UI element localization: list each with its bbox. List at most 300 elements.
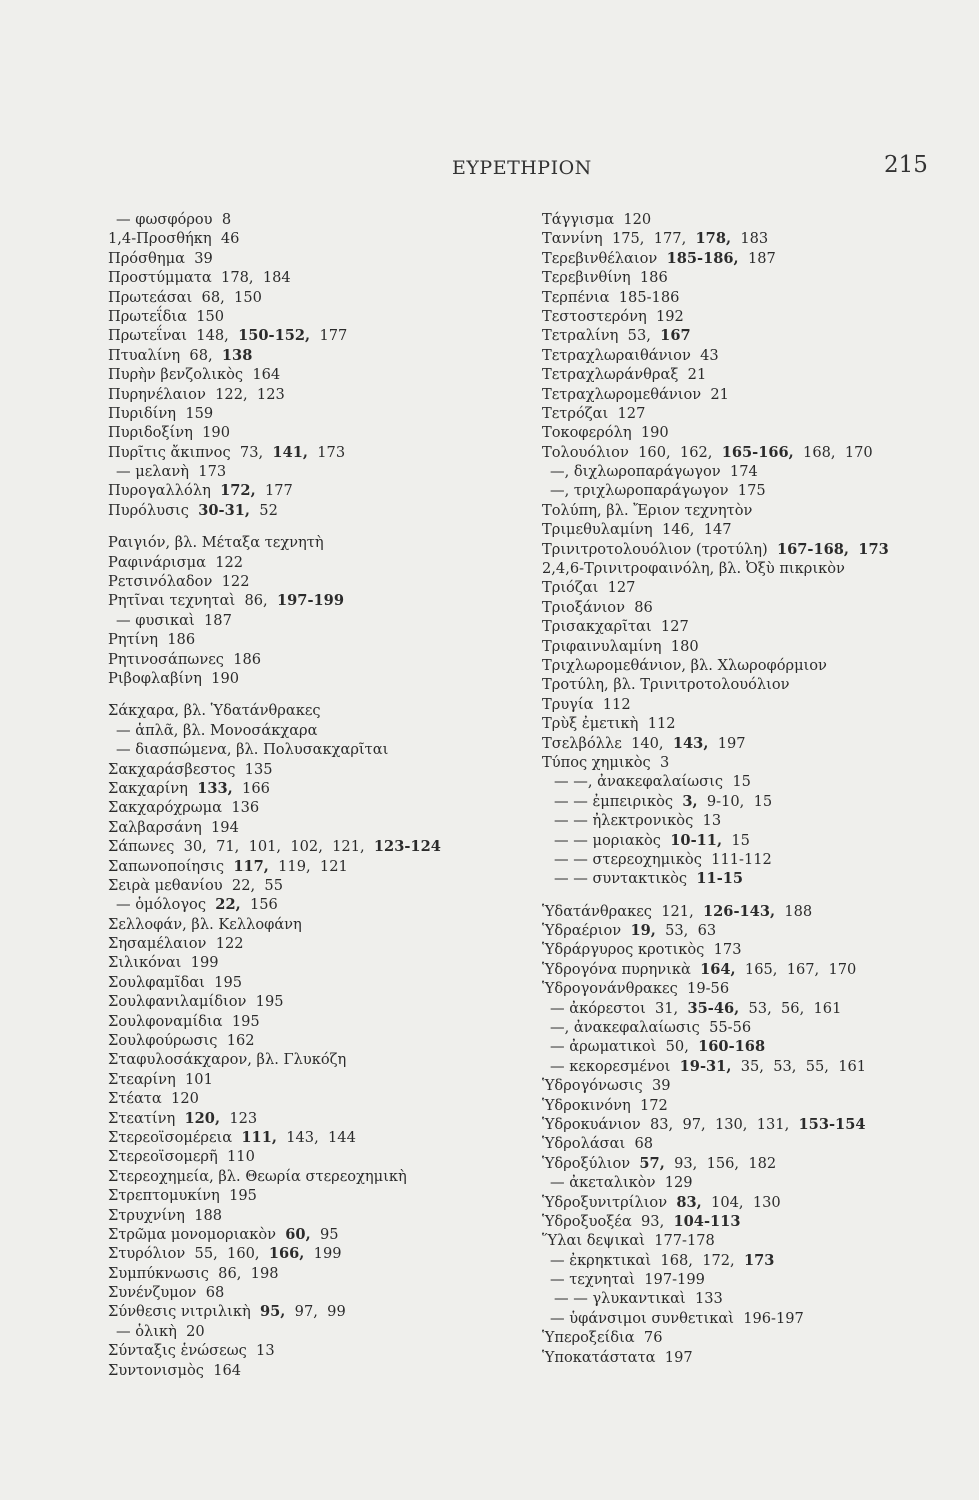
index-entry (542, 481, 942, 500)
page-ref-main: 150-152, (238, 327, 311, 345)
page-ref: 144 (328, 1128, 356, 1146)
page-ref: 160, (227, 1245, 260, 1263)
page-ref: 168, (803, 443, 836, 461)
page-ref: 175, (611, 230, 645, 248)
index-term: Σουλφοναμίδια (108, 1012, 223, 1030)
index-term: — διασπώμενα, βλ. Πολυσακχαρῖται (116, 741, 389, 759)
page-ref: 102, (290, 838, 323, 856)
page-ref: 195 (229, 1187, 257, 1205)
index-term: Τάγγισμα (542, 211, 615, 228)
index-term: — μελανὴ (116, 463, 189, 481)
index-entry (542, 307, 942, 326)
index-entry (108, 992, 508, 1011)
index-entry (108, 1322, 508, 1341)
page-ref: 199 (313, 1245, 342, 1263)
page-ref: 133 (694, 1290, 723, 1308)
page-ref: 93, (674, 1154, 698, 1172)
page-ref: 71, (216, 838, 240, 856)
index-entry (542, 792, 942, 811)
index-term: Ὑδροξύλιον (542, 1154, 631, 1172)
index-term: — — ἐμπειρικὸς (554, 792, 674, 810)
page-ref: 195 (255, 993, 284, 1011)
index-term: Σελλοφάν, βλ. Κελλοφάνη (108, 915, 302, 933)
page-ref: 39 (651, 1077, 671, 1095)
page-ref: 173 (713, 941, 742, 959)
index-term: Στερεοϊσομέρεια (108, 1128, 233, 1146)
page-ref: 63 (697, 922, 717, 940)
index-entry (542, 540, 942, 559)
index-term: Τροτύλη, βλ. Τρινιτροτολουόλιον (542, 676, 790, 694)
page-ref: 188 (194, 1206, 223, 1224)
running-header: ΕΥΡΕΤΗΡΙΟΝ (452, 157, 592, 179)
page-ref: 53, (748, 999, 772, 1017)
index-entry (108, 229, 508, 248)
index-entry (108, 1302, 508, 1321)
page-ref: 131, (756, 1115, 790, 1133)
index-entry (542, 902, 942, 921)
page-ref: 76 (643, 1329, 663, 1347)
index-term: Πυρὴν βενζολικὸς (108, 366, 244, 384)
index-entry (542, 617, 942, 636)
index-term: Σακχαρόχρωμα (108, 799, 223, 817)
index-entry (542, 1212, 942, 1231)
page-number: 215 (884, 152, 928, 178)
page-ref: 199 (190, 954, 219, 972)
page-ref: 55, (194, 1245, 218, 1263)
page-ref: 15 (753, 792, 773, 810)
index-entry (542, 695, 942, 714)
page-ref: 197 (717, 734, 746, 752)
page-ref: 73, (239, 443, 264, 461)
index-entry (108, 1206, 508, 1225)
page-ref: 122, (215, 385, 248, 403)
group-gap (542, 889, 942, 902)
index-entry (108, 533, 508, 552)
index-entry (542, 1018, 942, 1037)
index-term: Πρωτεάσαι (108, 288, 193, 306)
index-entry (542, 1096, 942, 1115)
index-term: Πρωτεΐδια (108, 307, 187, 325)
page-ref: 177 (264, 482, 293, 500)
index-term: Ρητῖναι τεχνηταὶ (108, 592, 236, 610)
index-term: — φυσικαὶ (116, 611, 195, 629)
page-ref: 187 (747, 249, 776, 267)
index-term: Σαπωνοποίησις (108, 857, 225, 875)
index-entry (542, 1309, 942, 1328)
page-ref: 20 (186, 1322, 205, 1340)
page-ref: 55, (805, 1057, 829, 1075)
page-ref: 184 (262, 269, 291, 287)
index-term: Τετραχλωράνθραξ (542, 366, 679, 384)
index-entry (542, 443, 942, 462)
page-ref-main: 22, (215, 896, 241, 914)
index-entry (542, 772, 942, 791)
index-entry (542, 1193, 942, 1212)
index-entry (108, 650, 508, 669)
index-entry (542, 268, 942, 287)
page-ref: 190 (211, 669, 240, 687)
index-term: Συμπύκνωσις (108, 1264, 209, 1282)
index-entry (108, 973, 508, 992)
page-ref: 46 (220, 230, 240, 248)
page-ref: 167, (786, 960, 820, 978)
page-ref-main: 3, (682, 792, 698, 810)
page-ref: 53, (773, 1057, 797, 1075)
index-term: Τερπένια (542, 288, 610, 306)
page-ref: 175 (737, 482, 766, 500)
page-ref: 121, (661, 902, 694, 920)
page-ref: 192 (655, 307, 684, 325)
index-term: — ἀρωματικοὶ (550, 1038, 657, 1056)
page-ref: 180 (670, 637, 699, 655)
page-ref: 52 (259, 501, 278, 519)
index-term: Σειρὰ μεθανίου (108, 876, 223, 894)
page-ref: 112 (602, 695, 631, 713)
index-term: Ὑδρογόνωσις (542, 1077, 643, 1095)
group-gap (108, 688, 508, 701)
page-ref-main: 167-168, (776, 540, 850, 558)
index-term: —, ἀνακεφαλαίωσις (550, 1019, 700, 1037)
index-entry (108, 1186, 508, 1205)
page-ref-main: 133, (197, 779, 233, 797)
index-entry (108, 779, 508, 798)
page-ref: 196-197 (743, 1309, 804, 1327)
index-term: — ὑφάνσιμοι συνθετικαὶ (550, 1309, 734, 1327)
page-ref-main: 153-154 (798, 1115, 866, 1133)
page-ref: 35, (740, 1057, 764, 1075)
page-ref: 174 (729, 463, 758, 481)
index-entry (108, 249, 508, 268)
index-term: Ρητίνη (108, 631, 158, 649)
index-term: Πυρηνέλαιον (108, 385, 206, 403)
page-ref: 172 (639, 1096, 668, 1114)
page-ref: 198 (250, 1264, 279, 1282)
page-ref: 15 (732, 773, 751, 791)
page-ref: 3 (659, 753, 670, 771)
page-ref-main: 165-166, (721, 443, 794, 461)
page-ref: 148, (196, 327, 229, 345)
index-term: Τριόζαι (542, 579, 599, 597)
index-term: Πυρῖτις ἄκιπνος (108, 443, 231, 461)
page-ref: 170 (844, 443, 873, 461)
index-term: — ἀκεταλικὸν (550, 1174, 656, 1192)
page-ref-main: 167 (660, 327, 691, 345)
page-ref: 162 (226, 1032, 255, 1050)
page-ref: 195 (214, 973, 243, 991)
page-ref: 99 (327, 1303, 346, 1321)
page-ref: 30, (183, 838, 207, 856)
index-term: Τετρόζαι (542, 404, 609, 422)
index-term: Τετραχλωραιθάνιον (542, 346, 691, 364)
index-entry (108, 895, 508, 914)
index-entry (108, 346, 508, 365)
page-ref: 146, (661, 521, 695, 539)
page-ref: 83, (649, 1115, 674, 1133)
page-ref-main: 123-124 (373, 838, 441, 856)
index-entry (542, 520, 942, 539)
index-term: Τσελβόλλε (542, 734, 622, 752)
index-entry (108, 501, 508, 520)
index-term: Πρωτεΐναι (108, 327, 188, 345)
index-term: —, τριχλωροπαράγωγον (550, 482, 729, 500)
page-ref: 68 (634, 1135, 654, 1153)
index-term: Ὑδροκινόνη (542, 1096, 631, 1114)
index-entry (108, 268, 508, 287)
group-gap (108, 520, 508, 533)
index-entry (542, 734, 942, 753)
index-term: Ὑποκατάστατα (542, 1348, 656, 1366)
index-entry (542, 979, 942, 998)
page-ref: 177, (653, 230, 687, 248)
page-ref: 136 (231, 799, 260, 817)
index-entry (542, 1057, 942, 1076)
index-term: Πυρογαλλόλη (108, 482, 211, 500)
page-ref: 156, (706, 1154, 740, 1172)
index-term: Στρεπτομυκίνη (108, 1187, 220, 1205)
index-entry (108, 1031, 508, 1050)
index-entry (542, 850, 942, 869)
page-ref: 86, (218, 1264, 242, 1282)
page-ref: 86, (244, 592, 268, 610)
page-ref: 123 (256, 385, 285, 403)
page-ref: 13 (256, 1342, 275, 1360)
page-ref: 31, (654, 999, 679, 1017)
page-ref: 127 (617, 404, 646, 422)
index-entry (542, 462, 942, 481)
index-entry (542, 921, 942, 940)
page-ref: 130, (714, 1115, 748, 1133)
index-term: Ὑδρογονάνθρακες (542, 980, 678, 998)
index-term: Τύπος χημικὸς (542, 753, 651, 771)
page-ref: 101 (185, 1070, 213, 1088)
index-entry (542, 1134, 942, 1153)
page-ref: 187 (204, 611, 232, 629)
page-ref: 19-56 (687, 980, 730, 998)
index-term: — ἁπλᾶ, βλ. Μονοσάκχαρα (116, 721, 318, 739)
index-entry (542, 385, 942, 404)
index-term: Τριμεθυλαμίνη (542, 521, 653, 539)
page-ref-main: 10-11, (670, 831, 723, 849)
index-entry (542, 869, 942, 888)
index-entry (542, 501, 942, 520)
index-term: Τεστοστερόνη (542, 307, 647, 325)
index-entry (542, 675, 942, 694)
index-term: Ταννίνη (542, 230, 603, 248)
index-entry (108, 481, 508, 500)
index-term: Σάπωνες (108, 838, 175, 856)
index-entry (108, 1341, 508, 1360)
index-term: Τολύπη, βλ. Ἔριον τεχνητὸν (542, 501, 753, 519)
page-ref: 112 (647, 715, 676, 733)
index-entry (108, 1070, 508, 1089)
index-term: Τρινιτροτολουόλιον (τροτύλη) (542, 540, 768, 558)
index-entry (108, 611, 508, 630)
page-ref-main: 173 (858, 540, 889, 558)
page-ref: 190 (640, 424, 669, 442)
page-ref: 21 (710, 385, 729, 403)
index-term: — —, ἀνακεφαλαίωσις (554, 773, 724, 791)
index-entry (108, 934, 508, 953)
index-term: Ὑδρογόνα πυρηνικὰ (542, 960, 691, 978)
index-entry (542, 1348, 942, 1367)
page-ref: 120 (171, 1090, 199, 1108)
index-term: — τεχνηταὶ (550, 1271, 635, 1289)
page-ref: 197 (664, 1348, 693, 1366)
page-ref-main: 164, (700, 960, 736, 978)
index-entry (108, 1050, 508, 1069)
page-ref: 122 (215, 553, 244, 571)
index-entry (108, 953, 508, 972)
page-ref: 101, (248, 838, 282, 856)
page-ref: 173 (198, 463, 227, 481)
page-ref: 122 (221, 573, 250, 591)
page-ref-main: 35-46, (687, 999, 740, 1017)
index-term: Στερεοχημεία, βλ. Θεωρία στερεοχημικὴ (108, 1167, 407, 1185)
index-term: 1,4-Προσθήκη (108, 230, 212, 248)
page-ref-main: 160-168 (698, 1038, 766, 1056)
index-term: Ὑδροκυάνιον (542, 1115, 641, 1133)
page-ref: 121 (319, 857, 348, 875)
page-ref-main: 197-199 (276, 592, 344, 610)
index-term: Στυρόλιον (108, 1245, 186, 1263)
page-ref: 161 (813, 999, 842, 1017)
index-entry (108, 915, 508, 934)
index-entry (108, 1167, 508, 1186)
index-entry (542, 1251, 942, 1270)
index-entry (108, 591, 508, 610)
index-term: Ὑδρολάσαι (542, 1135, 626, 1153)
index-entry (542, 637, 942, 656)
index-entry (542, 1270, 942, 1289)
index-entry (542, 598, 942, 617)
index-term: Σαλβαρσάνη (108, 818, 202, 836)
index-entry (108, 1361, 508, 1380)
index-entry (108, 404, 508, 423)
index-entry (108, 1264, 508, 1283)
index-term: Τριφαινυλαμίνη (542, 637, 662, 655)
index-term: Ὑδατάνθρακες (542, 902, 652, 920)
index-entry (542, 365, 942, 384)
index-entry (542, 960, 942, 979)
page-ref: 55-56 (709, 1019, 752, 1037)
index-term: — — μοριακὸς (554, 831, 661, 849)
page-ref: 53, (627, 327, 651, 345)
index-term: — φωσφόρου (116, 211, 213, 228)
index-term: Πυριδίνη (108, 404, 177, 422)
index-column-right (542, 210, 942, 1367)
index-term: Στέατα (108, 1090, 162, 1108)
index-term: Πτυαλίνη (108, 346, 181, 364)
page-ref: 186 (233, 650, 262, 668)
index-term: Σάκχαρα, βλ. Ὑδατάνθρακες (108, 702, 321, 720)
page-ref-main: 11-15 (696, 870, 744, 888)
page-ref: 182 (748, 1154, 777, 1172)
page-ref-main: 83, (676, 1193, 702, 1211)
page-ref: 127 (607, 579, 636, 597)
page-ref-main: 19, (630, 922, 656, 940)
page-ref-main: 19-31, (679, 1057, 732, 1075)
index-term: Σταφυλοσάκχαρον, βλ. Γλυκόζη (108, 1051, 347, 1069)
index-term: Σακχαράσβεστος (108, 760, 236, 778)
index-entry (108, 876, 508, 895)
index-term: Τριχλωρομεθάνιον, βλ. Χλωροφόρμιον (542, 656, 827, 674)
index-term: — κεκορεσμένοι (550, 1057, 671, 1075)
index-term: Στεαρίνη (108, 1070, 176, 1088)
page-ref: 162, (679, 443, 713, 461)
page-ref: 164 (213, 1361, 242, 1379)
index-entry (542, 1115, 942, 1134)
page-ref: 97, (294, 1303, 318, 1321)
page-ref: 159 (185, 404, 214, 422)
index-entry (108, 740, 508, 759)
index-term: Στεατίνη (108, 1109, 176, 1127)
index-entry (542, 346, 942, 365)
page-ref-main: 143, (672, 734, 709, 752)
index-term: Σουλφούρωσις (108, 1032, 218, 1050)
index-term: Τρὺξ ἐμετικὴ (542, 715, 639, 733)
page-ref: 86 (634, 598, 653, 616)
page-ref: 122 (215, 935, 244, 953)
page-ref-main: 185-186, (666, 249, 739, 267)
index-entry (108, 365, 508, 384)
index-entry (108, 553, 508, 572)
page-ref: 121, (332, 838, 365, 856)
index-entry (108, 1244, 508, 1263)
page-ref: 9-10, (706, 792, 745, 810)
index-term: Τετραλίνη (542, 327, 619, 345)
page-ref: 186 (167, 631, 196, 649)
page-ref: 150 (234, 288, 262, 306)
index-entry (108, 721, 508, 740)
index-term: Ὑδροξυοξέα (542, 1212, 632, 1230)
index-entry (542, 404, 942, 423)
page-ref: 55 (264, 876, 283, 894)
page-ref: 120 (623, 211, 652, 228)
page-ref-main: 95, (260, 1303, 286, 1321)
page-ref-main: 172, (220, 482, 256, 500)
index-entry (542, 811, 942, 830)
page-ref: 197-199 (644, 1271, 705, 1289)
index-entry (542, 229, 942, 248)
index-term: — ὁμόλογος (116, 896, 207, 914)
index-term: Ραιγιόν, βλ. Μέταξα τεχνητὴ (108, 534, 324, 552)
index-term: Σιλικόναι (108, 954, 182, 972)
index-term: — ἀκόρεστοι (550, 999, 646, 1017)
page-ref-main: 104-113 (673, 1212, 741, 1230)
page-ref: 68 (205, 1284, 225, 1302)
page-ref: 68, (201, 288, 225, 306)
index-entry (542, 1037, 942, 1056)
index-entry (542, 753, 942, 772)
page-ref: 166 (242, 779, 270, 797)
index-term: — — γλυκαντικαὶ (554, 1290, 686, 1308)
page-ref: 39 (194, 249, 213, 267)
index-entry (108, 857, 508, 876)
page-ref-main: 120, (184, 1109, 221, 1127)
page-ref-main: 111, (241, 1128, 277, 1146)
page-ref: 170 (828, 960, 857, 978)
index-entry (108, 701, 508, 720)
page-ref: 188 (784, 902, 813, 920)
index-entry (108, 423, 508, 442)
index-entry (542, 423, 942, 442)
page-ref: 178, (221, 269, 254, 287)
page-ref-main: 138 (221, 346, 253, 364)
index-term: Τριοξάνιον (542, 598, 625, 616)
index-entry (108, 1225, 508, 1244)
index-term: Σουλφανιλαμίδιον (108, 993, 247, 1011)
index-entry (542, 559, 942, 578)
